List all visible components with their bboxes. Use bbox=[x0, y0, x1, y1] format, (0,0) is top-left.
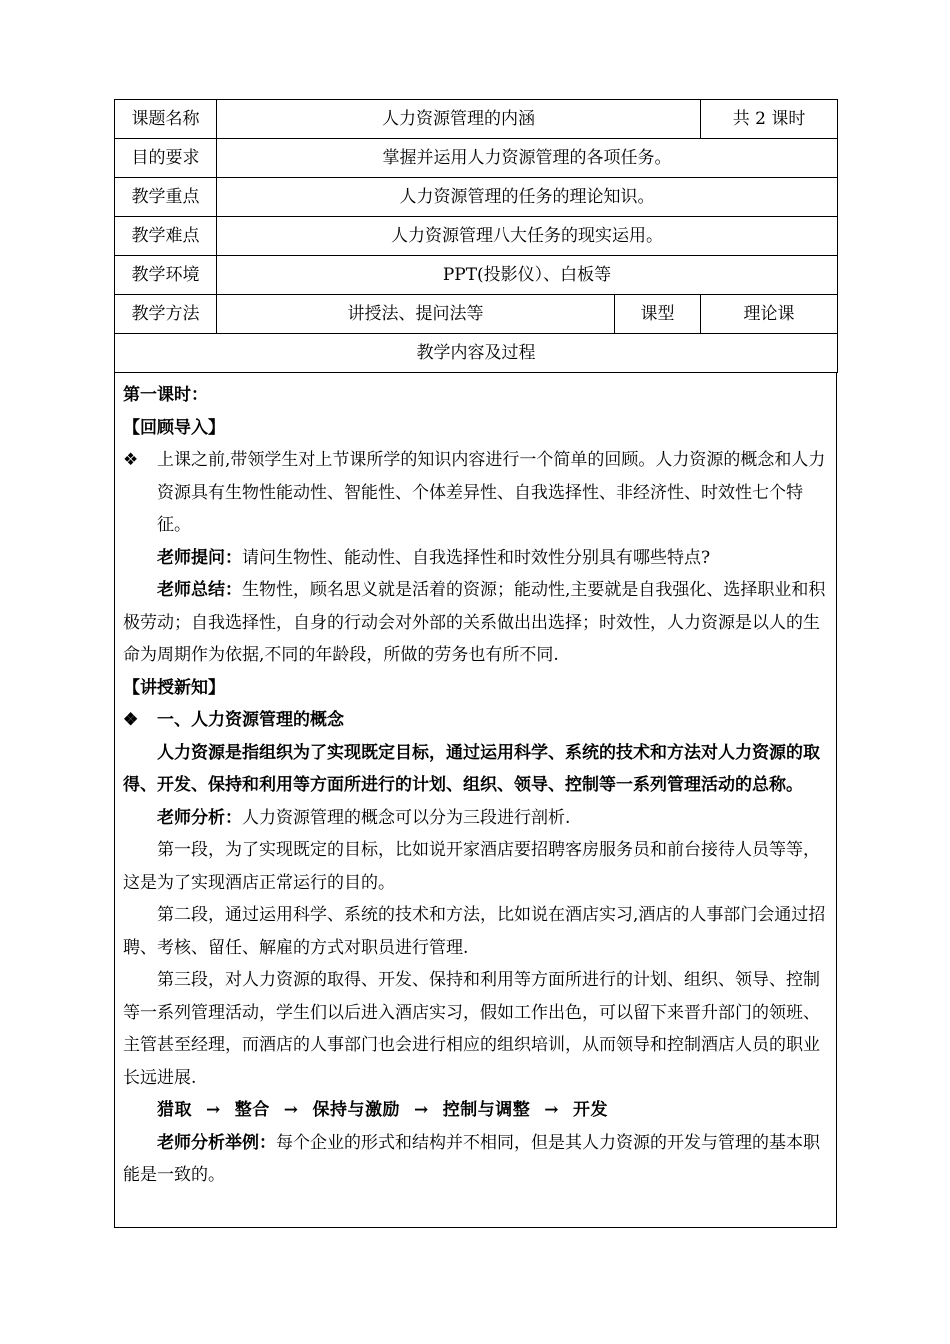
env-label: 教学环境 bbox=[115, 256, 217, 295]
type-label: 课型 bbox=[615, 295, 701, 334]
method-label: 教学方法 bbox=[115, 295, 217, 334]
arrow-right-icon: → bbox=[544, 1100, 559, 1120]
section1-title: 一、人力资源管理的概念 bbox=[157, 710, 344, 730]
paragraph-3: 第三段，对人力资源的取得、开发、保持和利用等方面所进行的计划、组织、领导、控制等一系列管理活动，学生们以后进入酒店实习，假如工作出色，可以留下来晋升部门的领班、主管甚至经理，而酒店的人事部门也会进行相应的组织培训，从而领导和控制酒店人员的职业长远进展. bbox=[123, 970, 820, 1088]
review-text: 上课之前,带领学生对上节课所学的知识内容进行一个简单的回顾。人力资源的概念和人力资源具有生物性能动性、智能性、个体差异性、自我选择性、非经济性、时效性七个特征。 bbox=[157, 450, 826, 535]
row-method bbox=[115, 295, 838, 334]
row-goal bbox=[115, 139, 838, 178]
row-difficulty bbox=[115, 217, 838, 256]
paragraph-1: 第一段，为了实现既定的目标，比如说开家酒店要招聘客房服务员和前台接待人员等等，这是为了实现酒店正常运行的目的。 bbox=[123, 840, 820, 893]
review-bullet bbox=[123, 444, 828, 542]
diamond-bullet-icon: ❖ bbox=[123, 710, 139, 730]
method-value: 讲授法、提问法等 bbox=[217, 295, 615, 334]
hours-value: 共 2 课时 bbox=[701, 100, 838, 139]
row-environment bbox=[115, 256, 838, 295]
question-label: 老师提问： bbox=[157, 547, 242, 568]
section1-bullet bbox=[123, 704, 828, 737]
diamond-bullet-icon: ❖ bbox=[123, 450, 139, 470]
question-text: 请问生物性、能动性、自我选择性和时效性分别具有哪些特点? bbox=[242, 547, 711, 568]
teacher-question bbox=[123, 542, 828, 575]
lesson1-heading: 第一课时： bbox=[123, 385, 208, 405]
arrow-right-icon: → bbox=[283, 1100, 299, 1120]
focus-value: 人力资源管理的任务的理论知识。 bbox=[217, 178, 838, 217]
analysis-label: 老师分析： bbox=[157, 807, 242, 828]
flow-step-5: 开发 bbox=[573, 1100, 608, 1120]
difficulty-value: 人力资源管理八大任务的现实运用。 bbox=[217, 217, 838, 256]
summary-label: 老师总结： bbox=[157, 580, 242, 600]
flow-step-1: 猎取 bbox=[157, 1100, 192, 1120]
lesson-info-table bbox=[114, 99, 838, 373]
topic-label: 课题名称 bbox=[115, 100, 217, 139]
teacher-example bbox=[123, 1127, 828, 1192]
row-focus bbox=[115, 178, 838, 217]
content-header: 教学内容及过程 bbox=[115, 334, 838, 373]
analysis-text: 人力资源管理的概念可以分为三段进行剖析. bbox=[242, 807, 571, 828]
new-knowledge-heading: 【讲授新知】 bbox=[123, 677, 225, 698]
env-value: PPT(投影仪）、白板等 bbox=[217, 256, 838, 295]
flow-step-4: 控制与调整 bbox=[442, 1100, 531, 1120]
lesson-content bbox=[114, 373, 837, 1228]
teacher-analysis bbox=[123, 802, 828, 835]
goal-label: 目的要求 bbox=[115, 139, 217, 178]
teacher-summary bbox=[123, 574, 828, 672]
difficulty-label: 教学难点 bbox=[115, 217, 217, 256]
type-value: 理论课 bbox=[701, 295, 838, 334]
row-content-header bbox=[115, 334, 838, 373]
focus-label: 教学重点 bbox=[115, 178, 217, 217]
flow-step-2: 整合 bbox=[234, 1100, 270, 1120]
topic-value: 人力资源管理的内涵 bbox=[217, 100, 701, 139]
row-topic bbox=[115, 100, 838, 139]
lesson-plan bbox=[114, 99, 837, 1228]
hr-flow bbox=[123, 1094, 828, 1127]
review-heading: 【回顾导入】 bbox=[123, 417, 225, 438]
example-text: 每个企业的形式和结构并不相同，但是其人力资源的开发与管理的基本职能是一致的。 bbox=[123, 1132, 820, 1185]
goal-value: 掌握并运用人力资源管理的各项任务。 bbox=[217, 139, 838, 178]
definition-text: 人力资源是指组织为了实现既定目标，通过运用科学、系统的技术和方法对人力资源的取得、开发、保持和利用等方面所进行的计划、组织、领导、控制等一系列管理活动的总称。 bbox=[123, 742, 820, 795]
arrow-right-icon: → bbox=[206, 1100, 221, 1120]
summary-text: 生物性，顾名思义就是活着的资源；能动性,主要就是自我强化、选择职业和积极劳动；自我选择性，自身的行动会对外部的关系做出出选择；时效性，人力资源是以人的生命为周期作为依据,不同的年龄段，所做的劳务也有所不同. bbox=[123, 580, 826, 665]
flow-step-3: 保持与激励 bbox=[312, 1100, 400, 1120]
arrow-right-icon: → bbox=[414, 1100, 429, 1120]
paragraph-2: 第二段，通过运用科学、系统的技术和方法，比如说在酒店实习,酒店的人事部门会通过招聘、考核、留任、解雇的方式对职员进行管理. bbox=[123, 905, 826, 958]
example-label: 老师分析举例： bbox=[157, 1132, 276, 1153]
